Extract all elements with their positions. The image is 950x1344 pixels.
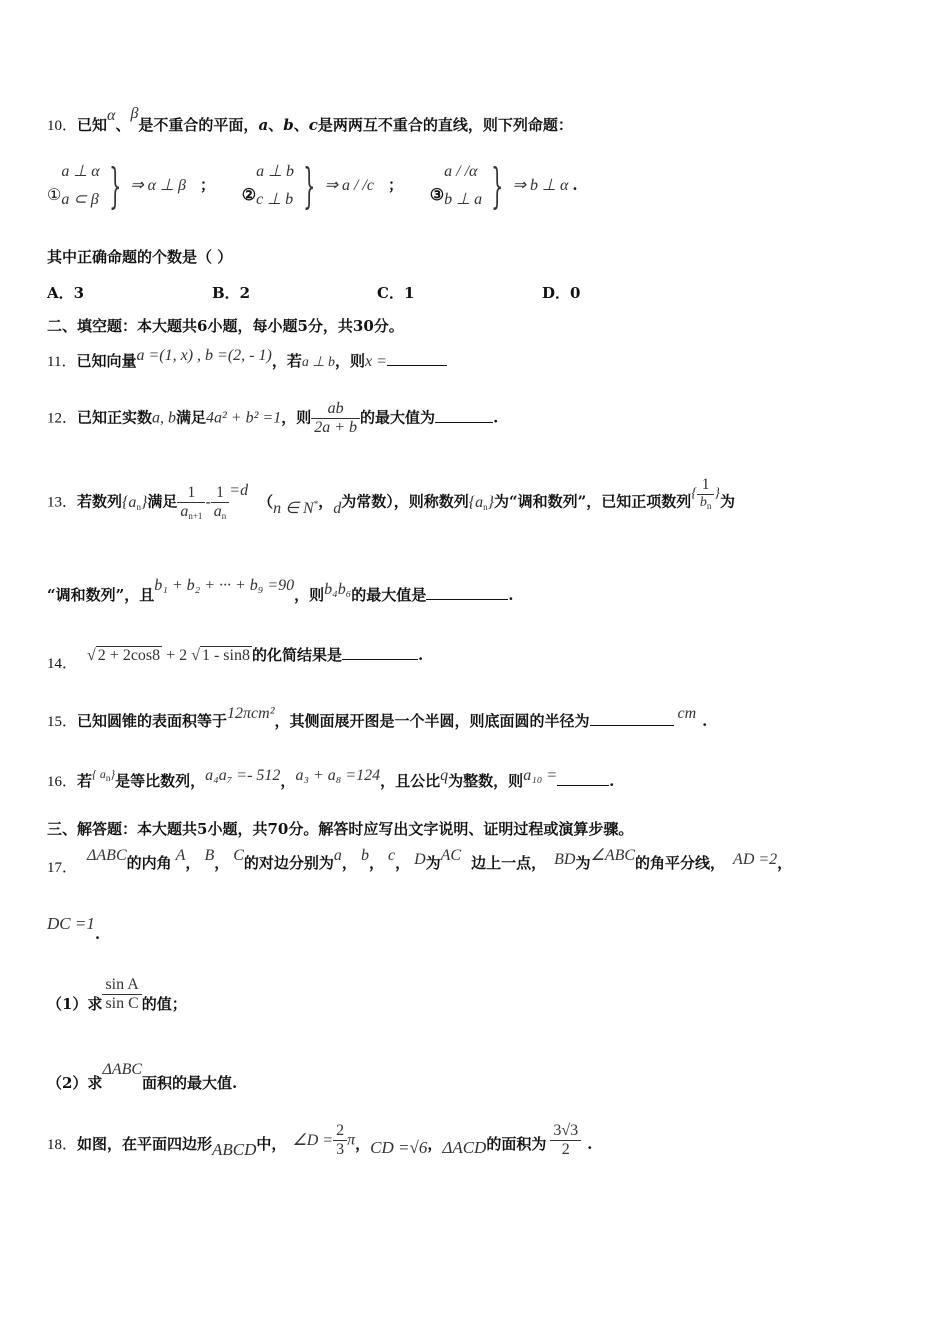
q10-option-b: B．2 <box>212 284 251 302</box>
q17-C: C <box>233 847 244 864</box>
q13-frac1-den-sub: n+1 <box>188 511 203 521</box>
q14-expr: √ 2 + 2cos8 + 2 √ 1 - sin8 <box>87 647 250 664</box>
p2-label: ② <box>241 184 257 204</box>
q13-seq-a2-sub: n <box>483 501 488 512</box>
q13-n-in <box>273 500 318 517</box>
q10-prefix: 已知 <box>77 116 108 134</box>
q13-n-sup: * <box>313 498 319 509</box>
q18-quad: ABCD <box>212 1139 257 1159</box>
q15-end: . <box>702 712 708 730</box>
p3-system <box>444 158 482 214</box>
p2-end: ； <box>387 176 403 194</box>
q13-frac3-den <box>697 494 715 511</box>
q12-text2: 满足 <box>176 408 207 427</box>
q13-seq-a-sub: n <box>136 501 141 512</box>
q16-seq-open: { a <box>92 767 106 781</box>
q11-text3: ，则 <box>335 352 366 370</box>
q18-fracA-den: 2 <box>550 1140 581 1159</box>
p1-brace: } <box>108 158 122 214</box>
p2-line1: a ⊥ b <box>256 163 295 180</box>
q10-sep-a: 、 <box>268 116 284 134</box>
q18-number: 18． <box>47 1136 78 1153</box>
q18-triangle: ΔACD <box>442 1137 487 1157</box>
q10-propositions <box>47 158 578 214</box>
q17-text4: 边上一点， <box>471 854 547 872</box>
q15-answer-blank[interactable] <box>590 724 674 726</box>
q11-number: 11． <box>47 354 77 370</box>
q10-text2: 是两两互不重合的直线，则下列命题： <box>317 116 573 134</box>
q13-frac1-den <box>177 502 205 521</box>
q15 <box>47 705 708 731</box>
q12-text1: 已知正实数 <box>77 408 153 427</box>
q12-number: 12． <box>47 410 78 427</box>
q13-line2-text1: “调和数列”，且 <box>47 586 155 604</box>
q13-frac3-den-b: b <box>699 494 707 510</box>
q14-number: 14． <box>47 656 78 672</box>
q13-line1 <box>47 475 736 521</box>
q17-b: b <box>360 847 369 864</box>
q10-c: c <box>308 116 318 134</box>
q13-frac2-den-sub: n <box>221 511 227 521</box>
q10-option-a: A．3 <box>47 284 85 302</box>
q13-frac1-num: 1 <box>187 484 196 501</box>
q13-d: d <box>333 499 342 517</box>
q13-text5: 为 <box>720 492 736 511</box>
q17-line2 <box>47 914 101 943</box>
q18 <box>47 1122 592 1159</box>
q17-part1-end: 的值； <box>141 994 187 1013</box>
q17-text2: 的对边分别为 <box>243 854 334 872</box>
q18-pi: π <box>347 1131 356 1149</box>
q11-ask: x = <box>365 353 387 370</box>
q13-end: . <box>508 586 514 604</box>
q13-frac3-den-sub: n <box>706 500 712 511</box>
q13-comma: ， <box>318 492 334 511</box>
q11 <box>47 347 447 371</box>
q13-frac2 <box>211 484 230 521</box>
p3 <box>429 158 578 214</box>
q10-b: b <box>283 116 294 134</box>
q17-triangle: ΔABC <box>87 847 127 864</box>
q13-text2: 满足 <box>147 492 178 511</box>
q18-comma2: ， <box>427 1134 443 1153</box>
q13-seq-b: { $\frac{1}{b_n}$ } <box>691 475 721 511</box>
q18-frac-d <box>333 1122 347 1159</box>
q17-c: c <box>387 847 396 864</box>
q12-frac-den: 2a + b <box>311 418 360 437</box>
q17-D: D <box>414 851 426 868</box>
p3-result: ⇒ b ⊥ α <box>512 177 569 194</box>
q10-stem <box>47 105 573 135</box>
q16-answer-blank[interactable] <box>557 784 609 786</box>
q13-frac2-num: 1 <box>216 484 225 501</box>
q13-frac3-num: 1 <box>701 475 710 493</box>
q13-seq-a2-close: } <box>487 493 495 511</box>
q17-end1: ， <box>777 854 793 872</box>
p1-line2: a ⊂ β <box>61 191 99 208</box>
q17-part1-fraction <box>102 976 141 1013</box>
q18-end: . <box>587 1134 593 1153</box>
q13-frac3 <box>697 476 715 511</box>
q16-seq <box>92 767 115 781</box>
q18-CD: CD =√6 <box>370 1137 428 1157</box>
q17-text3: 为 <box>425 854 441 872</box>
q13-line2-text2: ，则 <box>294 586 325 604</box>
q10-sep-b: 、 <box>293 116 309 134</box>
p1-label: ① <box>47 184 62 204</box>
q17-part2-label: （2）求 <box>47 1074 103 1092</box>
q17-DC: DC =1 <box>47 914 95 933</box>
p1-line1: a ⊥ α <box>61 163 100 180</box>
section-3-heading: 三、解答题：本大题共5小题，共70分。解答时应写出文字说明、证明过程或演算步骤。 <box>47 820 634 838</box>
q10-a: a <box>258 116 269 134</box>
q17-part2-triangle: ΔABC <box>102 1061 143 1078</box>
q13-seq-a2 <box>469 494 494 511</box>
q14-sqrt2: 1 - sin8 <box>201 647 250 664</box>
q12-frac-num: ab <box>327 400 344 417</box>
q18-text2: 中， <box>256 1134 287 1153</box>
q10-beta: β <box>130 105 139 122</box>
q11-text1: 已知向量 <box>76 352 137 370</box>
q13-frac2-den <box>211 502 230 521</box>
q15-area: 12πcm² <box>227 705 275 722</box>
q17-part2 <box>47 1058 238 1092</box>
q10-option-c: C．1 <box>377 284 415 302</box>
p1-end: ； <box>199 176 215 194</box>
q16-number: 16． <box>47 774 78 790</box>
q10-alpha: α <box>107 107 116 124</box>
q12-text3: ，则 <box>281 408 312 427</box>
q17-end2: . <box>94 925 101 943</box>
q17-BD: BD <box>554 851 576 868</box>
q11-condition: a ⊥ b <box>301 355 336 370</box>
q17-part2-end: 面积的最大值. <box>142 1074 238 1092</box>
p2-line2: c ⊥ b <box>256 191 294 208</box>
q16-text2: 是等比数列， <box>115 772 206 790</box>
q13-text4: 为“调和数列”，已知正项数列 <box>494 492 692 511</box>
p1-result: ⇒ α ⊥ β <box>130 177 186 194</box>
q17-text1: 的内角 <box>126 854 172 872</box>
q13-seq-a2-open: {a <box>468 493 484 511</box>
q17-A: A <box>175 847 186 864</box>
q13-line2-text3: 的最大值是 <box>351 586 427 604</box>
q17-stem: 17．ΔABC的内角 A， B， C的对边分别为a， b， c， D为AC 边上一点， BD为∠ABC的角平分线， AD =2， <box>47 847 793 876</box>
q13-sum: b₁ + b₂ + ··· + b₉ =90 <box>154 577 295 594</box>
q15-text1: 已知圆锥的表面积等于 <box>77 712 228 730</box>
q12-vars: a, b <box>152 409 177 427</box>
q16-eq1: a₄a₇ =- 512 <box>205 767 281 784</box>
q11-vectors: a =(1, x) , b =(2, - 1) <box>136 347 272 364</box>
q18-frac-area <box>550 1122 581 1159</box>
q18-comma1: ， <box>355 1134 371 1153</box>
q18-fracA-num: 3√3 <box>553 1122 579 1139</box>
q17-a: a <box>333 847 342 864</box>
q13-answer-blank[interactable] <box>426 598 508 600</box>
p1-system <box>61 158 99 214</box>
q18-fracD-num: 2 <box>336 1122 345 1139</box>
q18-angle-D: ∠D = <box>292 1131 334 1149</box>
q17-text5: 为 <box>575 854 591 872</box>
q14 <box>47 644 424 672</box>
q18-text1: 如图，在平面四边形 <box>77 1134 213 1153</box>
q18-text3: 的面积为 <box>486 1134 547 1153</box>
p3-line2: b ⊥ a <box>444 191 483 208</box>
q15-text2: ，其侧面展开图是一个半圆，则底面圆的半径为 <box>274 712 590 730</box>
q16-q: q <box>440 767 449 784</box>
q13-text1: 若数列 <box>77 492 123 511</box>
q16-text4: 为整数，则 <box>448 772 524 790</box>
q16-seq-sub: n <box>105 773 111 783</box>
q14-plus: + 2 <box>166 647 188 664</box>
q13-frac1-den-a: a <box>180 503 189 520</box>
q16-eq2: a₃ + a₈ =124 <box>295 767 381 784</box>
q13-prod: b₄b₆ <box>324 581 352 598</box>
q17-AD: AD =2 <box>733 851 778 868</box>
q17-part1-den: sin C <box>102 994 141 1013</box>
q13-n-in-text: n ∈ N <box>273 499 314 517</box>
q17-B: B <box>204 847 215 864</box>
p2-system <box>256 158 294 214</box>
section-2-heading: 二、填空题：本大题共6小题，每小题5分，共30分。 <box>47 317 404 335</box>
q16-ask: a₁₀ = <box>523 767 558 784</box>
p3-brace: } <box>491 158 504 214</box>
q12-fraction <box>311 400 360 437</box>
q10-number: 10． <box>47 118 78 134</box>
q13-seq-a <box>122 494 147 511</box>
q10-sep: 、 <box>115 116 131 134</box>
q11-text2: ，若 <box>271 352 302 370</box>
q12-answer-blank[interactable] <box>435 421 493 423</box>
q11-answer-blank[interactable] <box>387 364 447 366</box>
q17-angle: ∠ABC <box>590 847 636 864</box>
q12-equation: 4a² + b² =1 <box>206 409 282 427</box>
q12 <box>47 400 498 437</box>
q16-text1: 若 <box>77 772 93 790</box>
q17-text6: 的角平分线， <box>635 854 726 872</box>
q16-text3: ，且公比 <box>380 772 441 790</box>
q13-seq-a-open: {a <box>122 493 137 511</box>
q16-comma: ， <box>280 772 296 790</box>
q14-sqrt1: 2 + 2cos8 <box>97 647 161 664</box>
q17-part1-label: （1）求 <box>47 994 103 1013</box>
p2-result: ⇒ a / /c <box>324 177 374 194</box>
p3-line1: a / /α <box>444 163 478 180</box>
p1 <box>47 158 220 214</box>
q10-question: 其中正确命题的个数是（ ） <box>47 248 233 266</box>
q13-line2 <box>47 577 514 605</box>
q10-option-d: D．0 <box>542 284 581 302</box>
q13-eq: =d <box>229 481 249 499</box>
q16-end: . <box>609 772 615 790</box>
q13-frac1 <box>177 484 205 521</box>
p3-label: ③ <box>429 184 445 204</box>
q13-text3: 为常数），则称数列 <box>341 492 469 511</box>
q13-frac2-den-a: a <box>213 503 222 520</box>
q17-part1 <box>47 976 187 1013</box>
q15-unit: cm <box>677 705 697 722</box>
q16 <box>47 767 615 791</box>
q17-AC: AC <box>440 847 462 864</box>
q14-end: . <box>417 646 424 664</box>
q18-fracD-den: 3 <box>333 1140 347 1159</box>
q12-end: . <box>493 408 499 427</box>
q16-seq-close: } <box>110 767 116 781</box>
q10-text: 是不重合的平面， <box>138 116 259 134</box>
q14-answer-blank[interactable] <box>342 658 418 660</box>
q13-minus: - <box>205 493 211 511</box>
p2 <box>241 158 408 214</box>
q13-seq-a-close: } <box>140 493 148 511</box>
q13-number: 13． <box>47 494 78 511</box>
q17-part1-num: sin A <box>105 976 139 993</box>
q12-text4: 的最大值为 <box>360 408 436 427</box>
p2-brace: } <box>303 158 316 214</box>
q14-text: 的化简结果是 <box>251 646 342 664</box>
p3-end: . <box>572 176 578 194</box>
q15-number: 15． <box>47 714 78 730</box>
q13-paren: （ <box>258 492 274 511</box>
q17-number: 17． <box>47 860 78 876</box>
